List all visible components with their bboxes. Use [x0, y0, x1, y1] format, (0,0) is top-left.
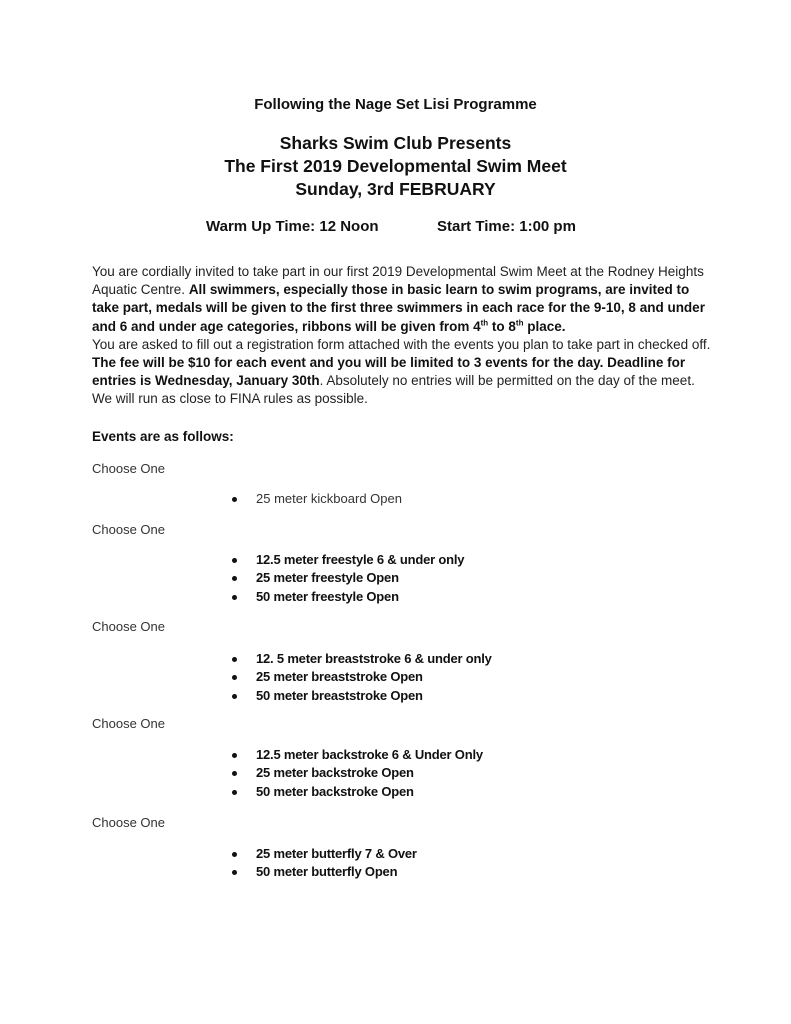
event-item: 25 meter kickboard Open: [232, 490, 402, 508]
intro-awards-mid: to 8: [488, 318, 516, 334]
event-item: 50 meter breaststroke Open: [232, 687, 492, 705]
event-item: 12.5 meter backstroke 6 & Under Only: [232, 746, 483, 764]
bullet-icon: [232, 576, 237, 581]
bullet-icon: [232, 595, 237, 600]
bullet-icon: [232, 790, 237, 795]
event-list-kickboard: [232, 490, 402, 508]
event-list-freestyle: [232, 551, 464, 606]
title-line-event: The First 2019 Developmental Swim Meet: [224, 156, 567, 176]
bullet-icon: [232, 870, 237, 875]
intro-paragraph: [92, 263, 712, 409]
choose-one-label: Choose One: [92, 522, 165, 537]
start-time: Start Time: 1:00 pm: [437, 218, 576, 235]
bullet-icon: [232, 657, 237, 662]
event-list-breaststroke: [232, 650, 492, 705]
event-list-butterfly: [232, 845, 417, 882]
bullet-icon: [232, 753, 237, 758]
bullet-icon: [232, 852, 237, 857]
event-item: 50 meter butterfly Open: [232, 863, 417, 881]
title-line-club: Sharks Swim Club Presents: [279, 133, 512, 153]
event-item: 25 meter backstroke Open: [232, 764, 483, 782]
event-item: 25 meter butterfly 7 & Over: [232, 845, 417, 863]
event-item: 25 meter breaststroke Open: [232, 668, 492, 686]
bullet-icon: [232, 558, 237, 563]
choose-one-label: Choose One: [92, 619, 165, 634]
event-list-backstroke: [232, 746, 483, 801]
event-item: 25 meter freestyle Open: [232, 569, 464, 587]
intro-sentence-1: You are cordially invited to take part in our first 2019 Developmental Swim Meet at the Rodney Heights Aquatic Centre.: [92, 264, 704, 298]
event-item: 12.5 meter freestyle 6 & under only: [232, 551, 464, 569]
intro-fee-deadline-text: The fee will be $10 for each event and you will be limited to 3 events for the day. Deadline for entries is Wednesday, January 30th: [92, 355, 686, 389]
intro-awards-end: place.: [523, 318, 566, 334]
choose-one-label: Choose One: [92, 716, 165, 731]
pre-title: Following the Nage Set Lisi Programme: [254, 96, 537, 113]
events-heading: Events are as follows:: [92, 429, 234, 444]
bullet-icon: [232, 771, 237, 776]
intro-awards-text: All swimmers, especially those in basic learn to swim programs, are invited to take part, medals will be given to the first three swimmers in each race for the 9-10, 8 and under and 6 and under age categories, ribbons will be given from 4: [92, 282, 705, 334]
event-item: 50 meter backstroke Open: [232, 783, 483, 801]
title-line-date: Sunday, 3rd FEBRUARY: [295, 179, 496, 199]
choose-one-label: Choose One: [92, 815, 165, 830]
warm-up-time: Warm Up Time: 12 Noon: [206, 218, 379, 235]
event-item: 50 meter freestyle Open: [232, 588, 464, 606]
superscript-th: th: [515, 318, 524, 328]
bullet-icon: [232, 694, 237, 699]
intro-rules-text: . Absolutely no entries will be permitted on the day of the meet. We will run as close to FINA rules as possible.: [92, 373, 695, 407]
bullet-icon: [232, 497, 237, 502]
intro-registration-text: You are asked to fill out a registration form attached with the events you plan to take part in checked off.: [92, 336, 711, 352]
bullet-icon: [232, 675, 237, 680]
event-item: 12. 5 meter breaststroke 6 & under only: [232, 650, 492, 668]
choose-one-label: Choose One: [92, 461, 165, 476]
superscript-th: th: [480, 318, 489, 328]
